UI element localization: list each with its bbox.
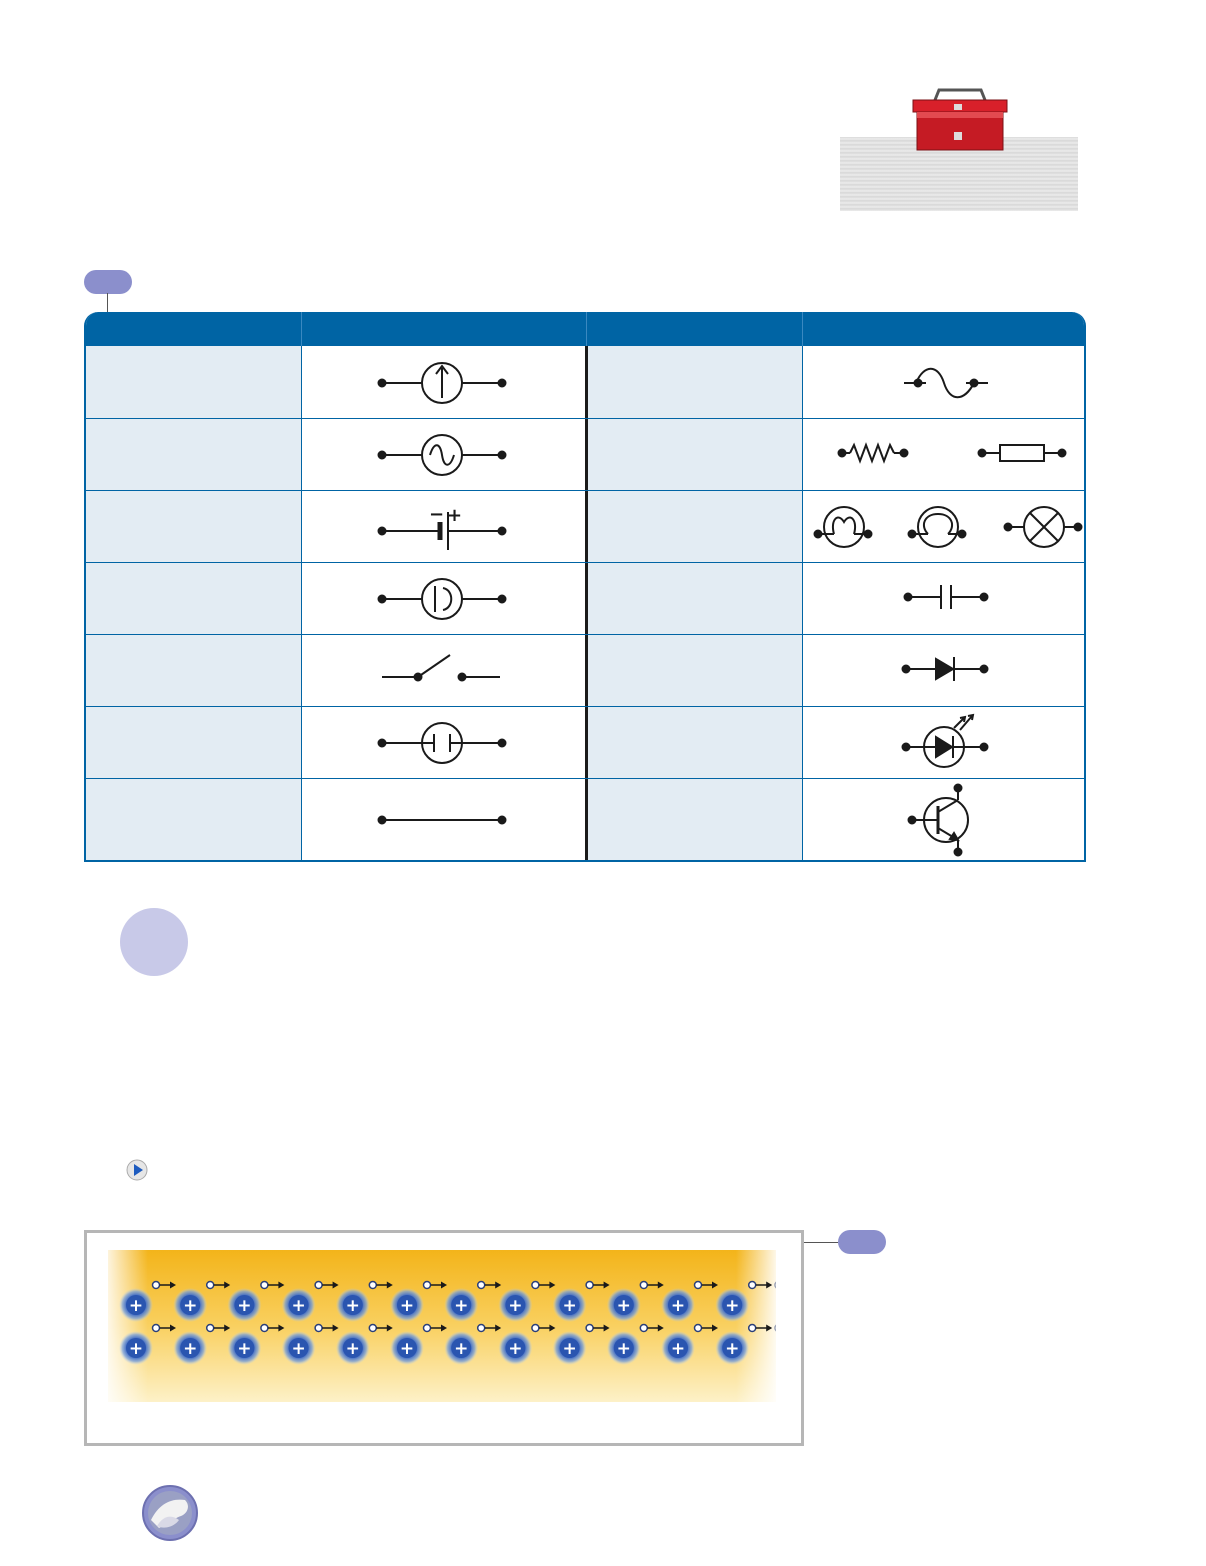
positive-ion <box>282 1331 316 1365</box>
conductor-tag-connector <box>804 1242 838 1243</box>
capacitor-symbol <box>905 585 988 609</box>
conductor-figure-tag <box>838 1230 886 1254</box>
svg-text:+: + <box>670 1339 686 1359</box>
resistor-symbols <box>839 445 1066 461</box>
svg-text:+: + <box>670 1296 686 1316</box>
positive-ion <box>336 1331 370 1365</box>
svg-text:+: + <box>562 1296 577 1316</box>
svg-text:+: + <box>616 1296 631 1316</box>
positive-ion <box>173 1288 207 1322</box>
ac-source-symbol <box>379 435 506 475</box>
positive-ion <box>282 1288 316 1322</box>
ammeter-symbol <box>379 363 506 403</box>
diode-symbol <box>903 657 988 681</box>
positive-ion <box>715 1288 749 1322</box>
svg-text:+: + <box>237 1339 252 1359</box>
play-icon[interactable] <box>126 1159 148 1181</box>
positive-ion <box>661 1288 695 1322</box>
conductor-wire-symbol <box>379 817 506 824</box>
svg-text:+: + <box>345 1339 360 1359</box>
open-switch-symbol <box>382 655 500 681</box>
circuit-symbol-table <box>84 312 1086 862</box>
svg-text:+: + <box>237 1296 252 1316</box>
conductor-diagram <box>108 1250 776 1402</box>
positive-ion <box>119 1331 153 1365</box>
positive-ion <box>444 1331 478 1365</box>
svg-text:+: + <box>454 1296 469 1316</box>
battery-minus-sign: − <box>429 504 445 525</box>
svg-text:+: + <box>291 1296 306 1316</box>
svg-text:+: + <box>399 1339 415 1359</box>
positive-ion <box>390 1288 424 1322</box>
positive-ion <box>227 1288 261 1322</box>
svg-text:+: + <box>291 1339 306 1359</box>
positive-ion <box>444 1288 478 1322</box>
transistor-symbol <box>909 785 969 856</box>
positive-ion <box>173 1331 207 1365</box>
microphone-symbol <box>379 579 506 619</box>
positive-ion <box>553 1288 587 1322</box>
positive-ion <box>498 1288 532 1322</box>
electron-faded <box>775 1325 776 1332</box>
svg-text:+: + <box>562 1339 577 1359</box>
led-symbol <box>903 715 988 767</box>
circuit-symbols-layer <box>86 312 1086 862</box>
toolbox-icon <box>905 84 1015 156</box>
positive-ion <box>553 1331 587 1365</box>
svg-text:+: + <box>508 1339 523 1359</box>
svg-text:+: + <box>725 1296 740 1316</box>
positive-ion <box>227 1331 261 1365</box>
positive-ion <box>498 1331 532 1365</box>
positive-ion <box>715 1331 749 1365</box>
lamp-symbols <box>815 507 1082 547</box>
svg-text:+: + <box>454 1339 469 1359</box>
table-figure-tag <box>84 270 132 294</box>
table-tag-connector <box>107 293 108 313</box>
svg-text:+: + <box>128 1296 144 1316</box>
positive-ion <box>607 1331 641 1365</box>
positive-ion <box>336 1288 370 1322</box>
hands-icon <box>141 1484 199 1542</box>
svg-text:+: + <box>128 1339 144 1359</box>
positive-ion <box>390 1331 424 1365</box>
electron-faded <box>775 1282 776 1289</box>
battery-plus-sign: + <box>447 505 463 526</box>
fuse-symbol <box>904 369 988 398</box>
positive-ion <box>607 1288 641 1322</box>
svg-text:+: + <box>183 1339 198 1359</box>
positive-ion <box>119 1288 153 1322</box>
svg-text:+: + <box>616 1339 631 1359</box>
section-bullet-circle <box>120 908 188 976</box>
svg-text:+: + <box>508 1296 523 1316</box>
svg-text:+: + <box>399 1296 415 1316</box>
positive-ion <box>661 1331 695 1365</box>
svg-text:+: + <box>725 1339 740 1359</box>
dc-supply-symbol <box>379 723 506 763</box>
svg-text:+: + <box>183 1296 198 1316</box>
svg-text:+: + <box>345 1296 360 1316</box>
